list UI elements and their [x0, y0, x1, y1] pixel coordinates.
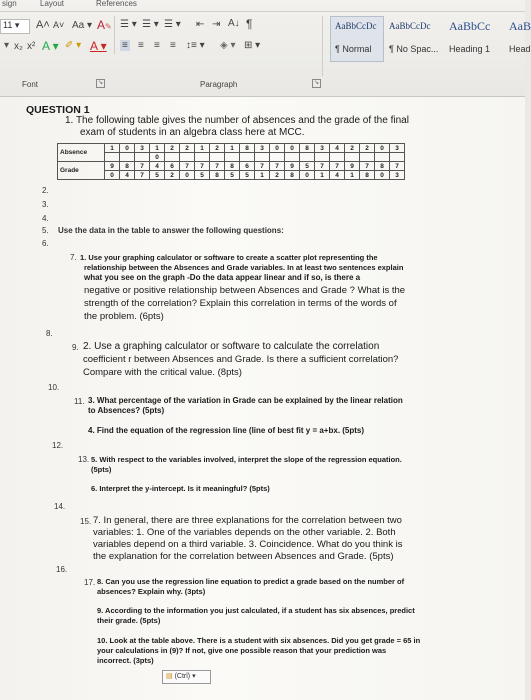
font-color-glyph: A — [90, 39, 98, 53]
instructions-text: Use the data in the table to answer the following questions: — [58, 226, 284, 235]
table-cell: 2 — [180, 144, 195, 153]
grade-header: Grade — [58, 162, 105, 180]
table-cell: 5 — [195, 171, 210, 180]
bullets-icon[interactable]: ☰ ▾ — [120, 19, 137, 30]
table-cell: 6 — [240, 162, 255, 171]
table-row — [58, 162, 405, 171]
list-number: 6. — [42, 239, 49, 248]
table-cell — [135, 153, 150, 162]
table-cell — [315, 153, 330, 162]
highlight-glyph: ✐ — [65, 40, 74, 51]
table-cell: 8 — [120, 162, 135, 171]
align-left-icon[interactable]: ≡ — [122, 40, 128, 51]
style-no-spacing[interactable] — [384, 16, 444, 62]
table-cell: 2 — [210, 144, 225, 153]
table-cell: 1 — [315, 171, 330, 180]
style-name: ¶ No Spac... — [389, 44, 439, 54]
table-cell: 0 — [375, 171, 390, 180]
q1-line: the problem. (6pts) — [84, 311, 164, 322]
paste-options-button[interactable] — [162, 670, 211, 684]
style-name: ¶ Normal — [335, 44, 372, 54]
style-heading-1[interactable] — [444, 16, 504, 62]
table-cell — [345, 153, 360, 162]
separator — [114, 16, 115, 54]
table-cell: 2 — [165, 171, 180, 180]
ribbon — [0, 0, 531, 97]
table-cell — [255, 153, 270, 162]
borders-icon[interactable]: ⊞ ▾ — [244, 40, 261, 51]
list-number: 12. — [52, 441, 64, 450]
table-cell — [210, 153, 225, 162]
table-cell: 2 — [270, 171, 285, 180]
tab-design[interactable]: sign — [2, 0, 17, 8]
item-1-text-cont: exam of students in an algebra class here at MCC. — [80, 127, 305, 138]
table-cell: 1 — [255, 171, 270, 180]
show-hide-marks-icon[interactable]: ¶ — [246, 17, 253, 31]
q6-line: 6. Interpret the y-intercept. Is it meaningful? (5pts) — [91, 484, 270, 493]
table-row — [58, 144, 405, 153]
table-cell: 4 — [150, 162, 165, 171]
style-preview: AaB — [509, 19, 531, 33]
q1-line: what you see on the graph -Do the data appear linear and if so, is there a — [84, 273, 361, 282]
table-cell: 1 — [150, 144, 165, 153]
styles-gallery — [330, 16, 531, 60]
q8-line: absences? Explain why. (3pts) — [97, 587, 206, 596]
style-name: Head — [509, 44, 531, 54]
table-cell: 8 — [285, 171, 300, 180]
table-cell — [120, 153, 135, 162]
table-cell: 0 — [150, 153, 165, 162]
text-effects-icon[interactable]: A ▾ — [42, 39, 59, 53]
table-cell — [375, 153, 390, 162]
table-cell: 8 — [300, 144, 315, 153]
list-number: 10. — [48, 383, 60, 392]
table-cell — [240, 153, 255, 162]
q7-line: 7. In general, there are three explanations for the correlation between two — [93, 515, 402, 526]
tab-layout[interactable]: Layout — [40, 0, 65, 8]
table-cell: 8 — [210, 171, 225, 180]
table-cell — [270, 153, 285, 162]
table-cell: 4 — [330, 171, 345, 180]
absence-grade-table — [57, 143, 405, 180]
table-cell: 8 — [240, 144, 255, 153]
table-cell: 7 — [135, 171, 150, 180]
font-size-box[interactable]: 11 ▾ — [0, 19, 30, 34]
separator — [322, 16, 323, 76]
list-number: 7. — [70, 253, 77, 262]
table-cell: 1 — [195, 144, 210, 153]
q1-line: relationship between the Absences and Grade variables. In at least two sentences explain — [84, 263, 404, 272]
table-cell: 3 — [390, 144, 405, 153]
change-case-label: Aa — [72, 20, 85, 31]
table-cell — [330, 153, 345, 162]
clear-formatting-icon[interactable]: A✎ — [97, 18, 112, 32]
list-number: 4. — [42, 214, 49, 223]
align-center-icon[interactable]: ≡ — [138, 40, 144, 51]
table-cell: 7 — [255, 162, 270, 171]
table-row — [58, 153, 405, 162]
style-name: Heading 1 — [449, 44, 491, 54]
table-cell: 0 — [375, 144, 390, 153]
q1-line: strength of the correlation? Explain this correlation in terms of the words of — [84, 298, 397, 309]
table-cell: 5 — [240, 171, 255, 180]
style-heading-2[interactable] — [504, 16, 531, 62]
list-number: 13. — [78, 455, 90, 464]
table-cell — [390, 153, 405, 162]
table-cell: 1 — [345, 171, 360, 180]
table-cell: 7 — [315, 162, 330, 171]
table-cell: 8 — [375, 162, 390, 171]
highlight-icon[interactable]: ✐ ▾ — [65, 40, 82, 51]
table-cell: 9 — [105, 162, 120, 171]
numbering-icon[interactable]: ☰ ▾ — [142, 19, 159, 30]
table-cell: 0 — [180, 171, 195, 180]
q4-line: 4. Find the equation of the regression line (line of best fit y = a+bx. (5pts) — [88, 426, 365, 435]
q9-line: their grade. (5pts) — [97, 616, 161, 625]
list-number: 15. — [80, 517, 92, 526]
table-cell: 5 — [300, 162, 315, 171]
table-cell: 4 — [120, 171, 135, 180]
table-cell — [300, 153, 315, 162]
table-cell: 7 — [135, 162, 150, 171]
table-cell — [195, 153, 210, 162]
table-cell: 9 — [345, 162, 360, 171]
table-cell: 2 — [165, 144, 180, 153]
table-cell: 4 — [330, 144, 345, 153]
tab-references[interactable]: References — [96, 0, 137, 8]
decrease-indent-icon[interactable]: ⇤ — [196, 19, 205, 30]
style-preview: AaBbCcDc — [389, 21, 431, 31]
table-cell: 9 — [285, 162, 300, 171]
q10-line: 10. Look at the table above. There is a student with six absences. Did you get grade = 65 in — [97, 636, 421, 645]
ribbon-tabs — [0, 0, 525, 10]
table-cell — [225, 153, 240, 162]
table-cell — [180, 153, 195, 162]
sort-icon[interactable]: A↓ — [228, 18, 240, 29]
table-cell: 5 — [150, 171, 165, 180]
q8-line: 8. Can you use the regression line equation to predict a grade based on the number of — [97, 577, 405, 586]
table-cell: 3 — [135, 144, 150, 153]
table-cell: 7 — [180, 162, 195, 171]
subscript-icon[interactable]: x₂ — [14, 41, 23, 52]
table-cell: 5 — [225, 171, 240, 180]
clipboard-icon: ▤ — [166, 673, 173, 680]
table-cell: 7 — [360, 162, 375, 171]
list-number: 14. — [54, 502, 66, 511]
q7-line: variables: 1. One of the variables depends on the other variable. 2. Both — [93, 527, 396, 538]
style-preview: AaBbCc — [449, 19, 491, 33]
list-number: 11. — [74, 397, 85, 406]
list-number: 16. — [56, 565, 68, 574]
table-cell: 0 — [270, 144, 285, 153]
text-effects-toggle[interactable]: ▾ — [4, 40, 10, 51]
list-number: 9. — [72, 343, 79, 352]
style-preview: AaBbCcDc — [335, 21, 377, 31]
question-title: QUESTION 1 — [26, 104, 90, 116]
list-number: 17. — [84, 578, 96, 587]
align-right-icon[interactable]: ≡ — [154, 40, 160, 51]
q10-line: your calculations in (9)? If not, give one possible reason that your prediction was — [97, 646, 387, 655]
line-spacing-icon[interactable]: ↕≡ ▾ — [186, 40, 205, 51]
style-normal[interactable] — [330, 16, 384, 62]
paragraph-dialog-launcher-icon[interactable]: ↘ — [313, 80, 320, 86]
q2-line: 2. Use a graphing calculator or software to calculate the correlation — [83, 341, 380, 352]
table-cell: 8 — [360, 171, 375, 180]
q5-line: 5. With respect to the variables involved, interpret the slope of the regression equation. — [91, 455, 402, 464]
table-cell: 0 — [285, 144, 300, 153]
q1-line: negative or positive relationship between Absences and Grade ? What is the — [84, 285, 406, 296]
table-cell: 7 — [330, 162, 345, 171]
justify-icon[interactable]: ≡ — [170, 40, 176, 51]
grow-font-icon[interactable]: A˄ — [36, 19, 50, 31]
table-cell — [105, 153, 120, 162]
q3-line: to Absences? (5pts) — [88, 406, 165, 415]
q1-line: 1. Use your graphing calculator or software to create a scatter plot representing the — [80, 253, 378, 262]
paste-options-label: (Ctrl) ▾ — [174, 673, 196, 680]
table-cell: 3 — [315, 144, 330, 153]
table-cell: 0 — [300, 171, 315, 180]
table-cell: 0 — [120, 144, 135, 153]
table-cell — [165, 153, 180, 162]
shrink-font-icon[interactable]: A˅ — [53, 20, 65, 30]
list-number: 8. — [46, 329, 53, 338]
q5-line: (5pts) — [91, 465, 112, 474]
table-cell: 3 — [255, 144, 270, 153]
q2-line: coefficient r between Absences and Grade. Is there a sufficient correlation? — [83, 354, 399, 365]
table-row — [58, 171, 405, 180]
table-cell: 7 — [390, 162, 405, 171]
change-case-icon[interactable]: Aa ▾ — [72, 20, 93, 31]
table-cell: 6 — [165, 162, 180, 171]
superscript-icon[interactable]: x² — [27, 41, 36, 52]
q3-line: 3. What percentage of the variation in Grade can be explained by the linear relation — [88, 396, 403, 405]
table-cell: 0 — [105, 171, 120, 180]
table-cell: 2 — [345, 144, 360, 153]
q2-line: Compare with the critical value. (8pts) — [83, 367, 242, 378]
absence-header: Absence — [58, 144, 105, 162]
q9-line: 9. According to the information you just calculated, if a student has six absences, predict — [97, 606, 415, 615]
table-cell — [360, 153, 375, 162]
list-number: 3. — [42, 200, 49, 209]
multilevel-list-icon[interactable]: ☰ ▾ — [164, 19, 181, 30]
q7-line: variables depend on a third variable. 3. Coincidence. What do you think is — [93, 539, 403, 550]
table-cell: 8 — [225, 162, 240, 171]
group-label-paragraph: Paragraph — [200, 80, 238, 89]
tab-divider — [0, 11, 525, 12]
font-dialog-launcher-icon[interactable]: ↘ — [97, 80, 104, 86]
table-cell: 3 — [390, 171, 405, 180]
font-size-value: 11 — [3, 20, 13, 30]
q7-line: the explanation for the correlation between Absences and Grade. (5pts) — [93, 551, 394, 562]
increase-indent-icon[interactable]: ⇥ — [212, 19, 221, 30]
table-cell: 7 — [195, 162, 210, 171]
group-label-font: Font — [22, 80, 39, 89]
shading-icon[interactable]: ◈ ▾ — [220, 40, 236, 51]
table-cell: 1 — [105, 144, 120, 153]
item-1-text: 1. The following table gives the number of absences and the grade of the final — [65, 115, 409, 126]
q10-line: incorrect. (3pts) — [97, 656, 154, 665]
table-cell — [285, 153, 300, 162]
list-number: 2. — [42, 186, 49, 195]
font-color-icon[interactable]: A ▾ — [90, 39, 107, 53]
table-cell: 1 — [225, 144, 240, 153]
list-number: 5. — [42, 226, 49, 235]
table-cell: 7 — [210, 162, 225, 171]
table-cell: 7 — [270, 162, 285, 171]
table-cell: 2 — [360, 144, 375, 153]
